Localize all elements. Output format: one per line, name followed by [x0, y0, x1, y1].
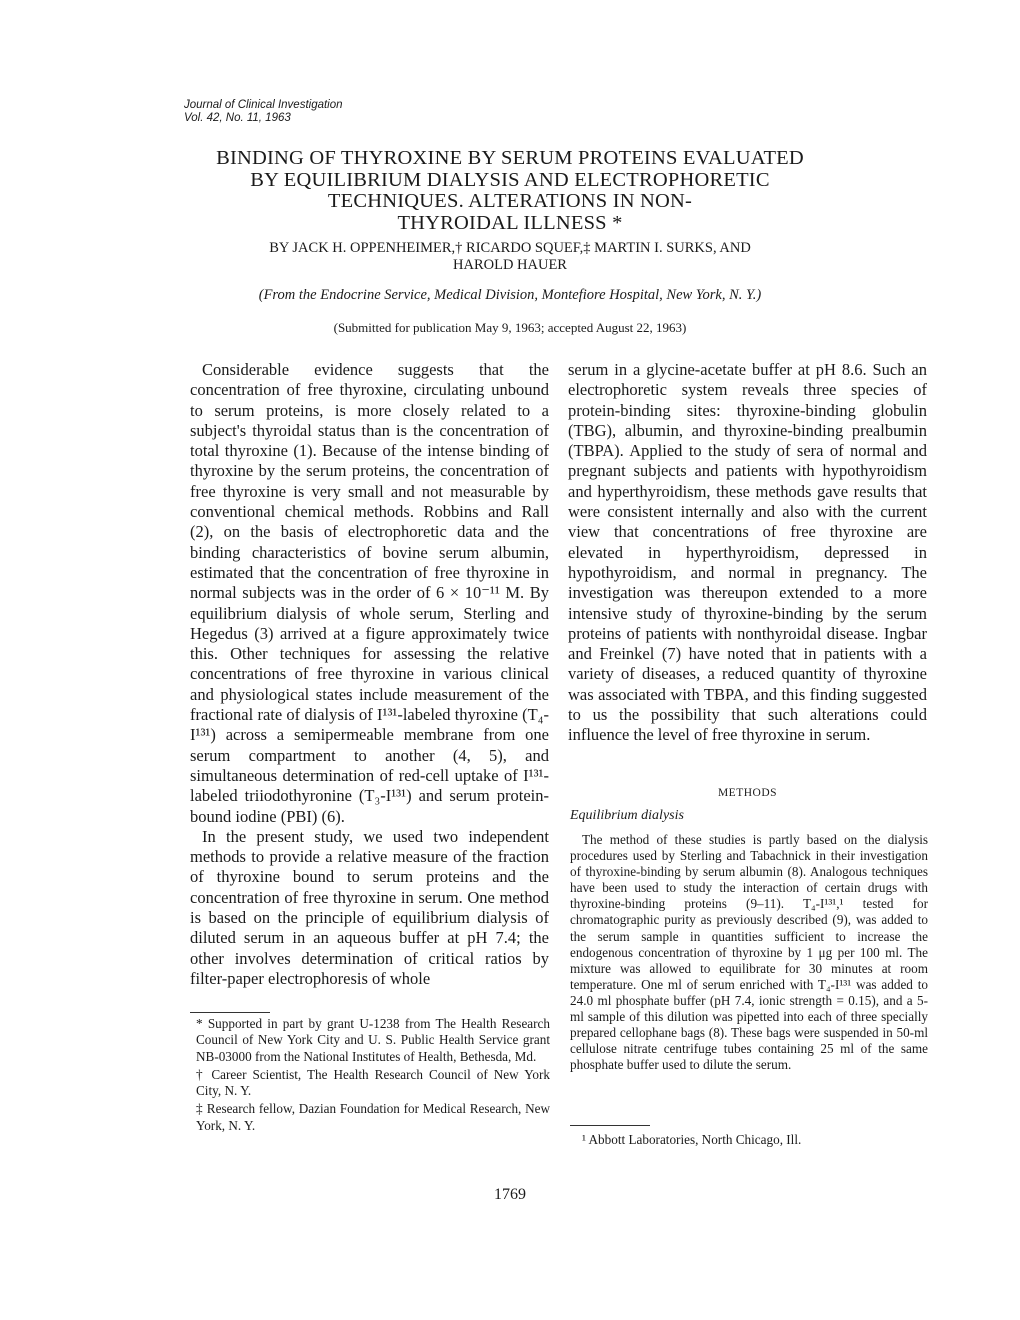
journal-name: Journal of Clinical Investigation	[184, 99, 343, 111]
footnote: ‡ Research fellow, Dazian Foundation for Medical Research, New York, N. Y.	[196, 1101, 550, 1133]
author-line: BY JACK H. OPPENHEIMER,† RICARDO SQUEF,‡ MARTIN I. SURKS, AND	[269, 240, 751, 256]
affiliation: (From the Endocrine Service, Medical Division, Montefiore Hospital, New York, N. Y.)	[258, 287, 762, 303]
section-heading-methods: METHODS	[717, 787, 778, 799]
author-list	[150, 240, 870, 274]
journal-citation	[184, 99, 343, 125]
journal-volume: Vol. 42, No. 11, 1963	[184, 112, 291, 124]
title-line: BINDING OF THYROXINE BY SERUM PROTEINS EVALUATED	[216, 147, 804, 169]
author-line: HAROLD HAUER	[453, 257, 567, 273]
submission-dates: (Submitted for publication May 9, 1963; accepted August 22, 1963)	[333, 320, 687, 335]
footnote-right: ¹ Abbott Laboratories, North Chicago, Ill.	[582, 1132, 802, 1147]
footnote: * Supported in part by grant U-1238 from The Health Research Council of New York City and U. S. Public Health Service grant NB-03000 from the National Institutes of Health, Bethesda, Md.	[196, 1016, 550, 1064]
methods-paragraph: The method of these studies is partly based on the dialysis procedures used by Sterling and Tabachnick in their investigation of thyroxine-binding by serum albumin (8). Analogous techniques have been used to study the interaction of certain drugs with thyroxine-binding proteins (9–11). T₄-I¹³¹,¹ tested for chromatographic purity as previously described (9), was added to the serum sample in quantities sufficient to increase the endogenous concentration of thyroxine by 1 μg per 100 ml. The mixture was allowed to equilibrate for 30 minutes at room temperature. One ml of serum enriched with T₄-I¹³¹ was added to 24.0 ml phosphate buffer (pH 7.4, ionic strength = 0.15), and a 5-ml sample of this dilution was pipetted into each of three specially prepared cellophane bags (8). These bags were suspended in 50-ml cellulose nitrate centrifuge tubes containing 25 ml of the same phosphate buffer used to dilute the serum.	[570, 832, 928, 1073]
title-line: TECHNIQUES. ALTERATIONS IN NON-	[327, 190, 693, 212]
title-line: THYROIDAL ILLNESS *	[397, 211, 623, 234]
title-line: BY EQUILIBRIUM DIALYSIS AND ELECTROPHORETIC	[250, 168, 770, 191]
footnote-rule	[190, 1012, 270, 1013]
page-number: 1769	[494, 1186, 526, 1203]
footnote-rule	[570, 1125, 650, 1126]
left-column	[190, 360, 549, 989]
article-title	[150, 148, 870, 234]
body-paragraph: Considerable evidence suggests that the concentration of free thyroxine, circulating unbound to serum proteins, is more closely related to a subject's thyroidal status than is the concentration of total thyroxine (1). Because of the intense binding of thyroxine by the serum proteins, the concentration of free thyroxine is very small and not measurable by conventional chemical methods. Robbins and Rall (2), on the basis of electrophoretic data and the binding characteristics of bovine serum albumin, estimated that the concentration of free thyroxine in normal subjects was in the order of 6 × 10⁻¹¹ M. By equilibrium dialysis of whole serum, Sterling and Hegedus (3) arrived at a figure approximately twice this. Other techniques for assessing the relative concentrations of free thyroxine in various clinical and physiological states include measurement of the fractional rate of dialysis of I¹³¹-labeled thyroxine (T₄-I¹³¹) across a semipermeable membrane from one serum compartment to another (4, 5), and simultaneous determination of red-cell uptake of I¹³¹-labeled triiodothyronine (T₃-I¹³¹) and serum protein-bound iodine (PBI) (6).	[190, 360, 549, 826]
subsection-heading: Equilibrium dialysis	[570, 808, 684, 823]
right-column: serum in a glycine-acetate buffer at pH 8.6. Such an electrophoretic system reveals three species of protein-binding sites: thyroxine-binding globulin (TBG), albumin, and thyroxine-binding prealbumin (TBPA). Applied to the study of sera of normal and pregnant subjects and patients with hypothyroidism and hyperthyroidism, these methods gave results that were consistent internally and also with the current view that concentrations of free thyroxine are elevated in hyperthyroidism, depressed in hypothyroidism, and normal in pregnancy. The investigation was thereupon extended to a more intensive study of thyroxine-binding by the serum proteins of patients with nonthyroidal disease. Ingbar and Freinkel (7) have noted that in patients with a variety of diseases, a reduced quantity of thyroxine was associated with TBPA, and this finding suggested to us the possibility that such alterations could influence the level of free thyroxine in serum.	[568, 360, 927, 745]
body-paragraph: In the present study, we used two independent methods to provide a relative measure of the fraction of thyroxine bound to serum proteins and the concentration of free thyroxine in serum. One method is based on the principle of equilibrium dialysis of diluted serum in an aqueous buffer at pH 7.4; the other involves determination of critical ratios by filter-paper electrophoresis of whole	[190, 826, 549, 988]
footnote: † Career Scientist, The Health Research Council of New York City, N. Y.	[196, 1066, 550, 1099]
footnotes-left	[196, 1016, 550, 1136]
